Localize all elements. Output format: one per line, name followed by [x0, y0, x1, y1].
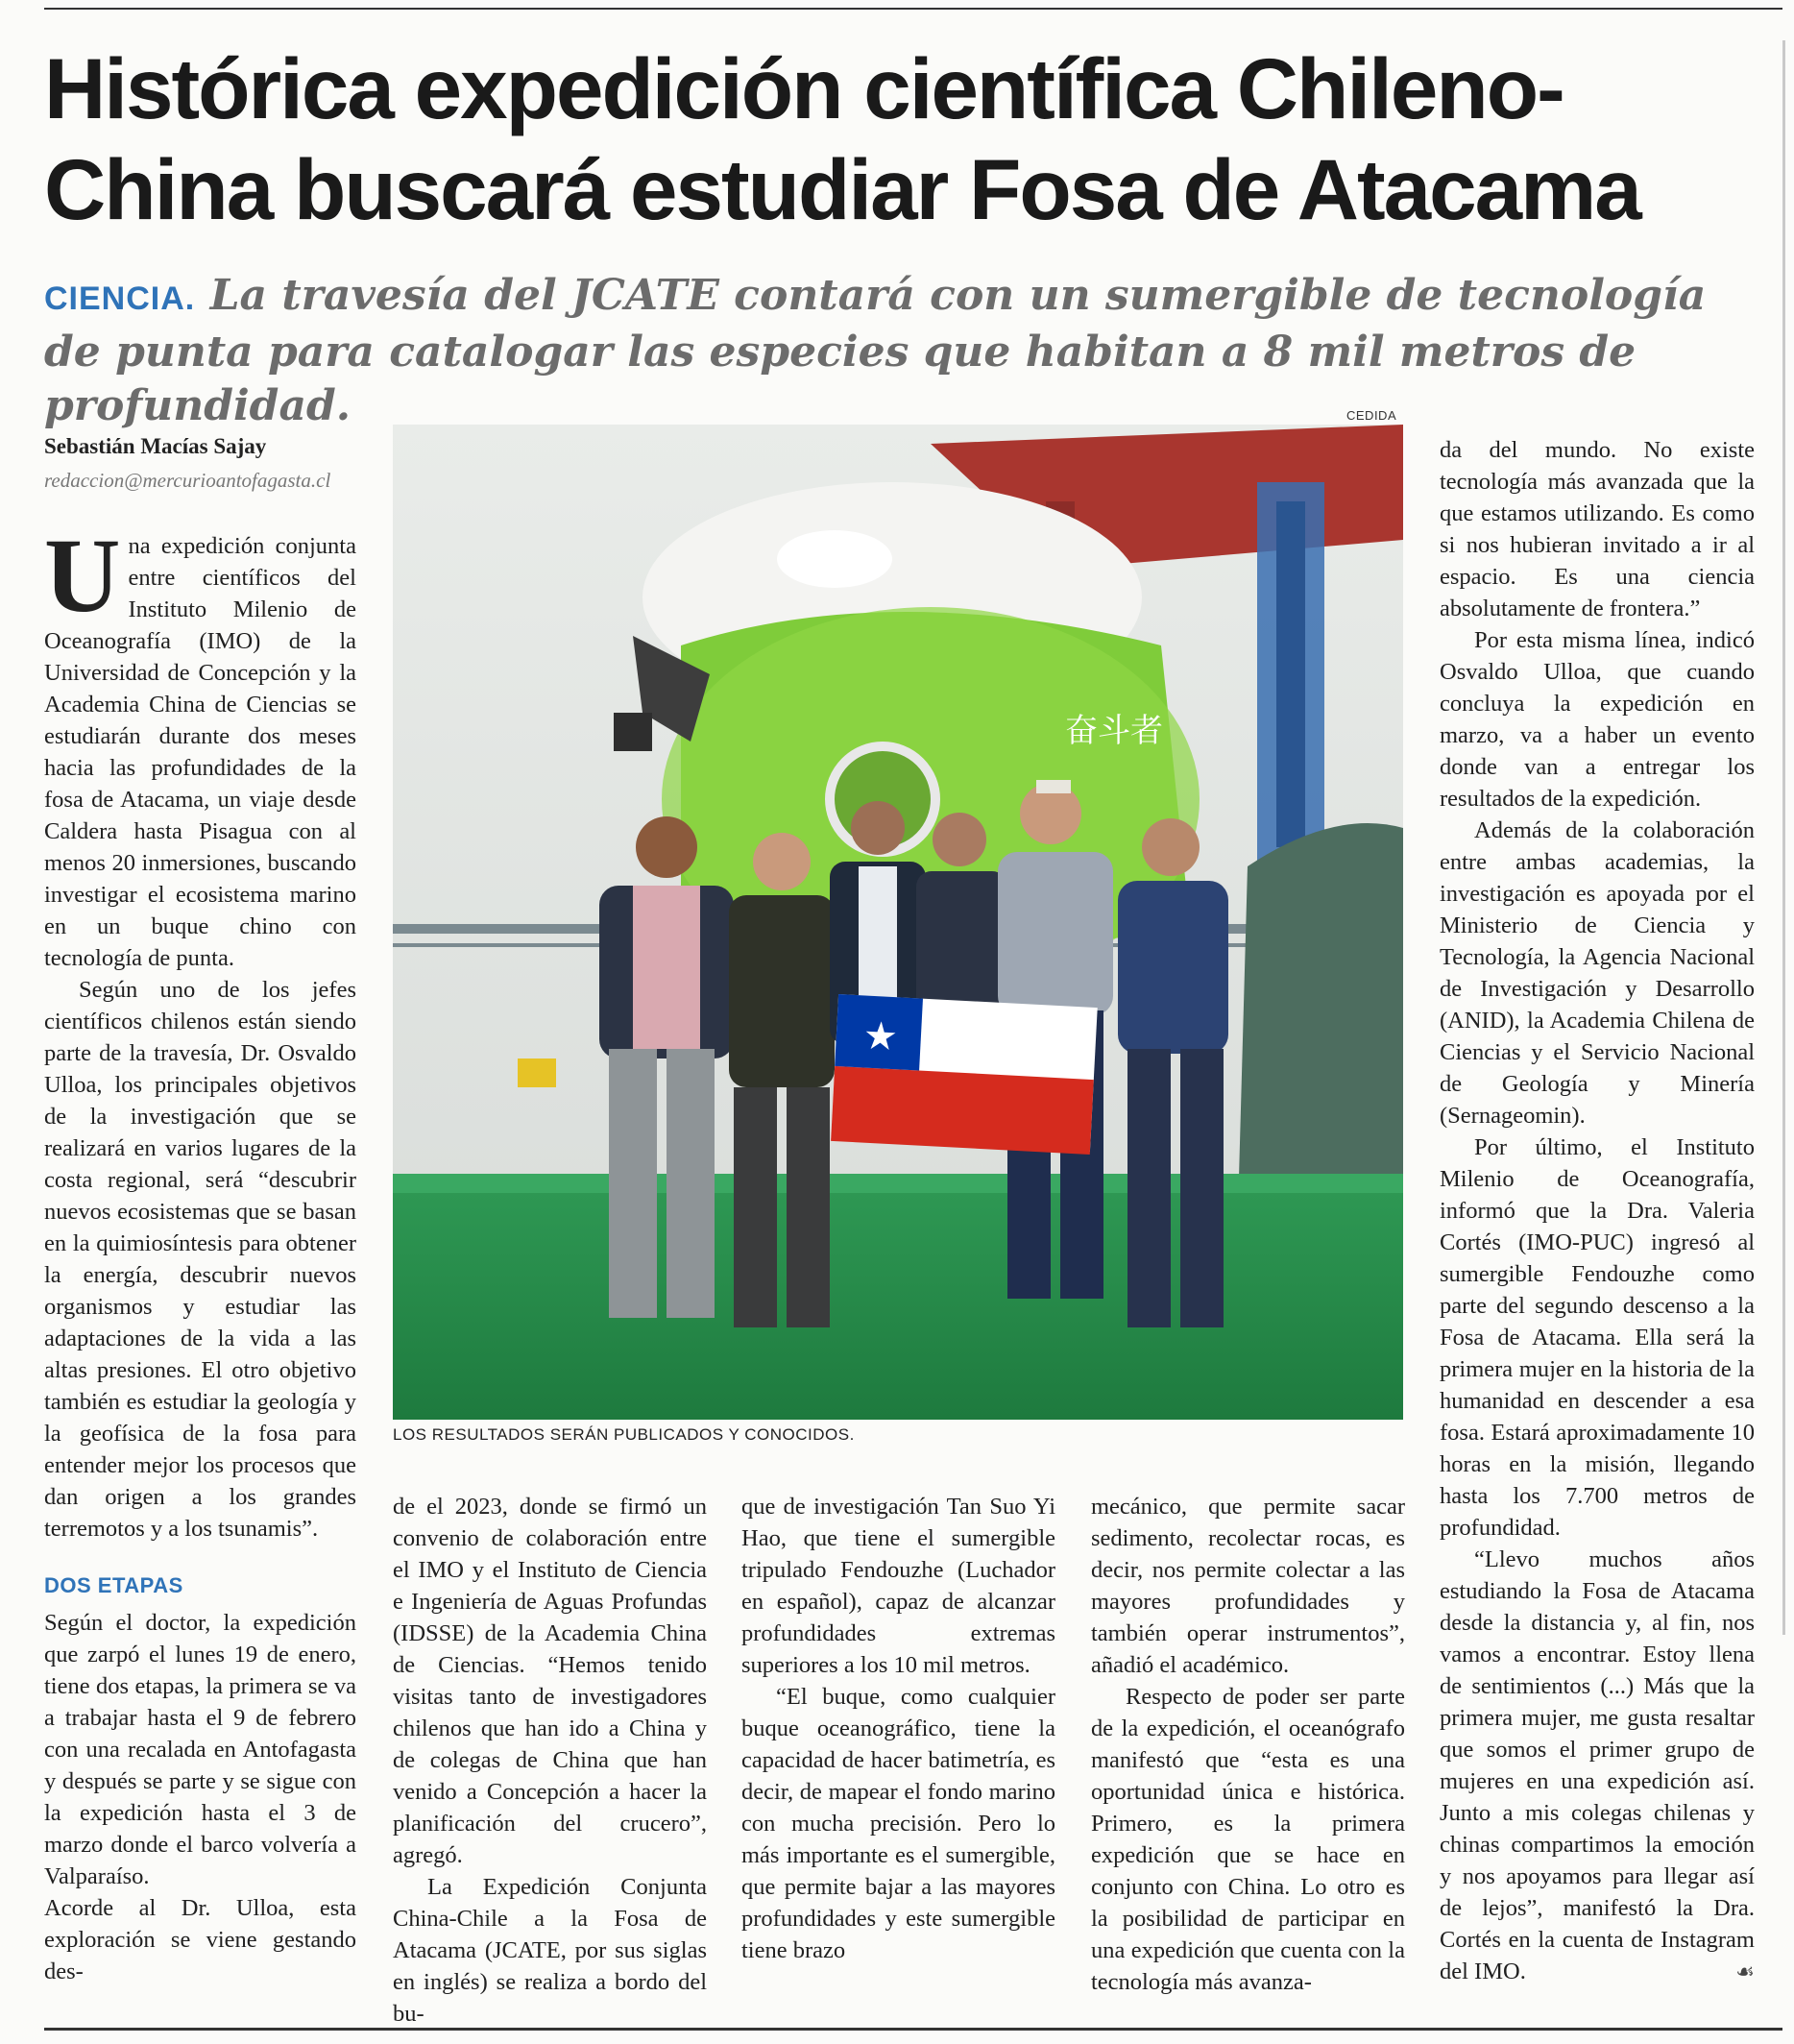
article-column-3	[741, 1491, 1055, 1966]
paragraph: da del mundo. No existe tecnología más avanzada que la que estamos utilizando. Es como si nos hubieran invitado a ir al espacio. Es una ciencia absolutamente de frontera.”	[1440, 437, 1755, 621]
top-rule	[44, 8, 1782, 10]
paragraph: Según uno de los jefes científicos chilenos están siendo parte de la travesía, Dr. Osvaldo Ulloa, los principales objetivos de la investigación que se realizará en varios lugares de la costa regional, será “descubrir nuevos ecosistemas que se basan en la quimiosíntesis para obtener la energía, descubrir nuevos organismos y estudiar las adaptaciones de la vida a las altas presiones. El otro objetivo también es estudiar la geología y la geofísica de la fosa para entender mejor los procesos que dan origen a los grandes terremotos y a los tsunamis”.	[44, 977, 356, 1542]
deck	[44, 269, 1763, 433]
article-column-2	[393, 1491, 707, 2030]
expedition-photo-illustration	[393, 425, 1403, 1420]
article-column-1	[44, 517, 356, 1987]
author-name: Sebastián Macías Sajay	[44, 434, 267, 458]
svg-text:★: ★	[861, 1013, 899, 1060]
paragraph: Respecto de poder ser parte de la expedición, el oceanógrafo manifestó que “esta es una oportunidad única e histórica. Primero, es la primera expedición que se hace en conjunto con China. Lo otro es la posibilidad de participar en una expedición que cuenta con la tecnología más avanza-	[1091, 1684, 1405, 1995]
paragraph: Por último, el Instituto Milenio de Oceanografía, informó que la Dra. Valeria Cortés (IMO-PUC) ingresó al sumergible Fendouzhe como parte del segundo descenso a la Fosa de Atacama. Ella será la primera mujer en la historia de la humanidad en descender a esa fosa. Estará aproximadamente 10 horas en la misión, llegando hasta los 7.700 metros de profundidad.	[1440, 1134, 1755, 1541]
paragraph: La Expedición Conjunta China-Chile a la Fosa de Atacama (JCATE, por sus siglas en inglés) se realiza a bordo del bu-	[393, 1874, 707, 2027]
paragraph: Una expedición conjunta entre científicos del Instituto Milenio de Oceanografía (IMO) de la Universidad de Concepción y la Academia China de Ciencias se estudiarán durante dos meses hacia las profundidades de la fosa de Atacama, un viaje desde Caldera hasta Pisagua con al menos 20 inmersiones, buscando investigar el ecosistema marino en un buque chino con tecnología de punta.	[44, 517, 356, 971]
photo-caption: LOS RESULTADOS SERÁN PUBLICADOS Y CONOCIDOS.	[393, 1425, 855, 1444]
deck-text: La travesía del JCATE contará con un sumergible de tecnología de punta para catalogar las especies que habitan a 8 mil metros de profundidad.	[44, 271, 1707, 430]
section-kicker: CIENCIA.	[44, 280, 196, 317]
paragraph: Además de la colaboración entre ambas academias, la investigación es apoyada por el Ministerio de Ciencia y Tecnología, la Agencia Nacional de Investigación y Desarrollo (ANID), la Academia Chilena de Ciencias y el Servicio Nacional de Geología y Minería (Sernageomin).	[1440, 817, 1755, 1129]
chilean-flag	[831, 994, 1098, 1155]
article-column-4	[1091, 1491, 1405, 1998]
paragraph: Por esta misma línea, indicó Osvaldo Ulloa, que cuando concluya la expedición en marzo, va a haber un evento donde van a entregar los resultados de la expedición.	[1440, 627, 1755, 812]
bottom-rule	[44, 2028, 1782, 2031]
quote-text: “Llevo muchos años estudiando la Fosa de Atacama desde la distancia y, al fin, nos vamos a encontrar. Estoy llena de sentimientos (...) Más que la primera mujer, me gusta resaltar que somos el primer grupo de mujeres en una expedición así. Junto a mis colegas chilenas y chinas compartimos la emoción y nos apoyamos para llegar así de lejos”, manifestó la Dra. Cortés en la cuenta de Instagram del IMO.	[1440, 1546, 1755, 1984]
headline: Histórica expedición científica Chileno-China buscará estudiar Fosa de Atacama	[44, 40, 1640, 237]
page-edge-bar	[1782, 40, 1785, 1635]
news-photo	[393, 425, 1403, 1420]
photo-credit: CEDIDA	[1346, 408, 1397, 423]
paragraph: Acorde al Dr. Ulloa, esta exploración se viene gestando des-	[44, 1895, 356, 1984]
submersible-label: 奋斗者	[1065, 712, 1163, 750]
paragraph: “El buque, como cualquier buque oceanográfico, tiene la capacidad de hacer batimetría, es decir, de mapear el fondo marino con mucha precisión. Pero lo más importante es el sumergible, que permite bajar a las mayores profundidades y este sumergible tiene brazo	[741, 1684, 1055, 1963]
author-email: redaccion@mercurioantofagasta.cl	[44, 469, 331, 492]
subheading: DOS ETAPAS	[44, 1573, 183, 1597]
paragraph: mecánico, que permite sacar sedimento, recolectar rocas, es decir, nos permite colectar a las mayores profundidades y también operar instrumentos”, añadió el académico.	[1091, 1494, 1405, 1678]
paragraph: Según el doctor, la expedición que zarpó el lunes 19 de enero, tiene dos etapas, la primera se va a trabajar hasta el 9 de febrero con una recalada en Antofagasta y después se parte y se sigue con la expedición hasta el 3 de marzo donde el barco volvería a Valparaíso.	[44, 1610, 356, 1889]
paragraph: de el 2023, donde se firmó un convenio de colaboración entre el IMO y el Instituto de Ciencia e Ingeniería de Aguas Profundas (IDSSE) de la Academia China de Ciencias. “Hemos tenido visitas tanto de investigadores chilenos que han ido a China y de colegas de China que han venido a Concepción a hacer la planificación del crucero”, agregó.	[393, 1494, 707, 1868]
paragraph	[1440, 1544, 1755, 1987]
byline	[44, 434, 371, 493]
end-of-article-icon: ☙	[1735, 1959, 1755, 1983]
paragraph: que de investigación Tan Suo Yi Hao, que tiene el sumergible tripulado Fendouzhe (Luchador en español), capaz de alcanzar profundidades extremas superiores a los 10 mil metros.	[741, 1494, 1055, 1678]
article-column-5	[1440, 434, 1755, 1987]
